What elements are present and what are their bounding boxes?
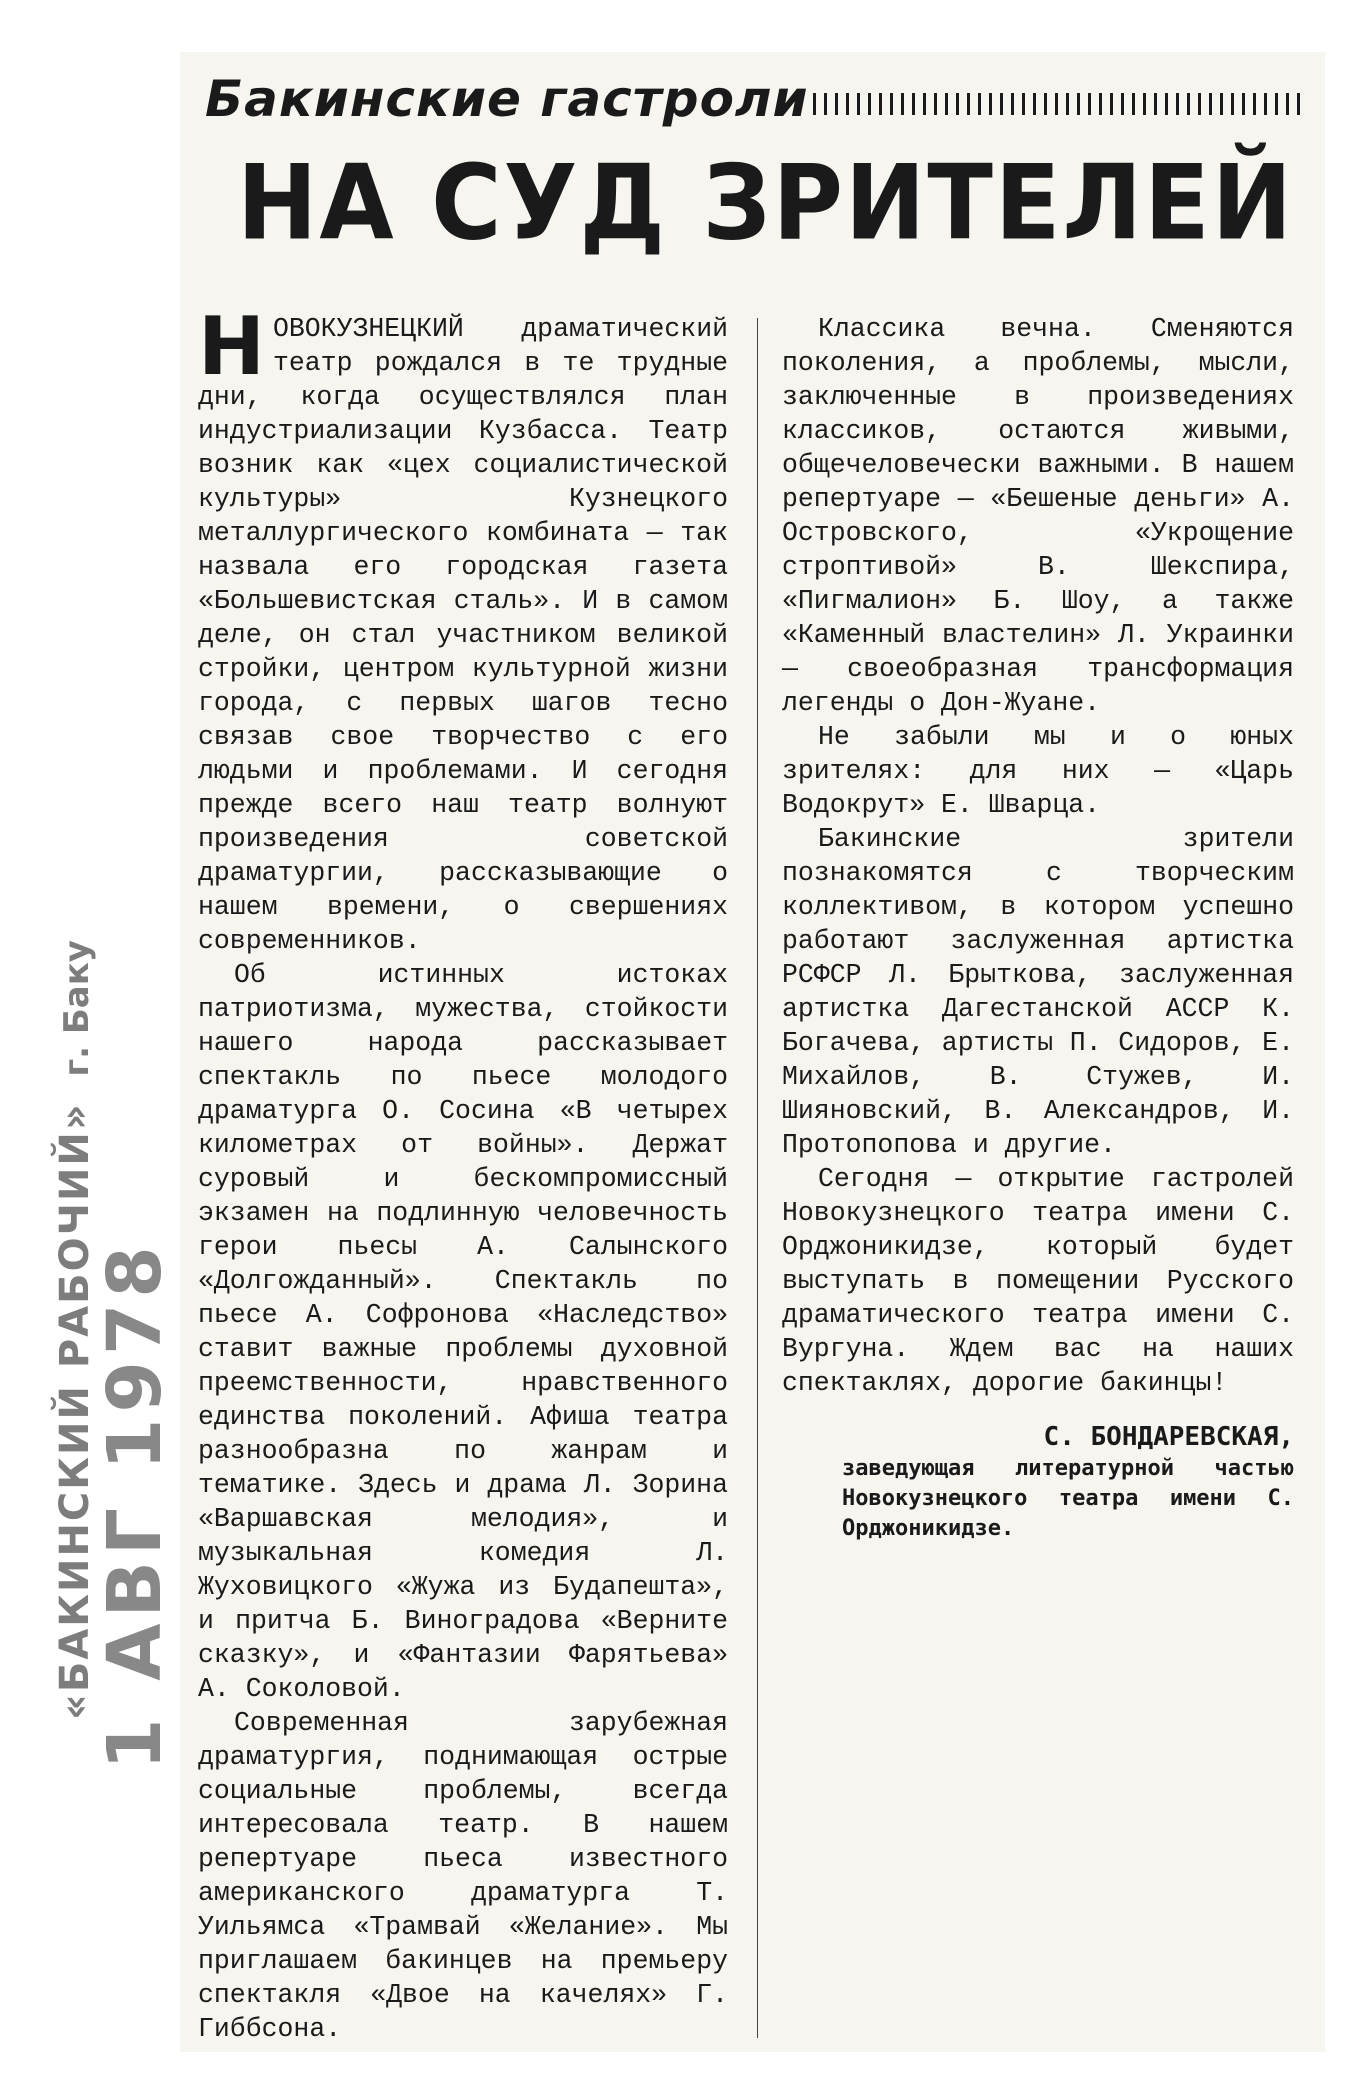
- stamp-paper-title: «БАКИНСКИЙ РАБОЧИЙ»: [52, 1102, 98, 1720]
- paragraph-foreign-drama: Современная зарубежная драматургия, поднимающая острые социальные проблемы, всегда интересовала театр. В нашем репертуаре пьеса известного американского драматурга Т. Уильямса «Трамвай «Желание». Мы приглашаем бакинцев на премьеру спектакля «Двое на качелях» Г. Гиббсона.: [198, 1708, 728, 2044]
- column-divider: [757, 318, 758, 2038]
- author-role: заведующая литературной частью Новокузнецкого театра имени С. Орджоникидзе.: [842, 1456, 1294, 1541]
- headline: НА СУД ЗРИТЕЛЕЙ: [237, 142, 1295, 264]
- rubric-dotted-rule: [813, 93, 1305, 115]
- stamp-city: г. Баку: [57, 940, 97, 1077]
- lead-paragraph: [198, 300, 728, 958]
- rubric: [205, 64, 1305, 134]
- archive-stamp: [42, 620, 178, 1770]
- article-column-left: [198, 300, 728, 2046]
- lead-text: ОВОКУЗНЕЦКИЙ драматический театр рождался в те трудные дни, когда осуществлялся план индустриализации Кузбасса. Театр возник как «цех социалистической культуры» Кузнецкого металлургического комбината — так назвала его городская газета «Большевистская сталь». И в самом деле, он стал участником великой стройки, центром культурной жизни города, с первых шагов тесно связав свое творчество с его людьми и проблемами. И сегодня прежде всего наш театр волнуют произведения советской драматургии, рассказывающие о нашем времени, о свершениях современников.: [198, 314, 728, 956]
- paragraph-young-audience: Не забыли мы и о юных зрителях: для них — «Царь Водокрут» Е. Шварца.: [782, 722, 1294, 820]
- article-column-right: [782, 312, 1294, 1544]
- stamp-date: 1 АВГ 1978: [92, 1240, 178, 1770]
- paragraph-classics: Классика вечна. Сменяются поколения, а проблемы, мысли, заключенные в произведениях классиков, остаются живыми, общечеловечески важными. В нашем репертуаре — «Бешеные деньги» А. Островского, «Укрощение строптивой» В. Шекспира, «Пигмалион» Б. Шоу, а также «Каменный властелин» Л. Украинки — своеобразная трансформация легенды о Дон-Жуане.: [782, 314, 1294, 718]
- paragraph-repertoire: Об истинных истоках патриотизма, мужества, стойкости нашего народа рассказывает спектакль по пьесе молодого драматурга О. Сосина «В четырех километрах от войны». Держат суровый и бескомпромиссный экзамен на подлинную человечность герои пьесы А. Салынского «Долгожданный». Спектакль по пьесе А. Софронова «Наследство» ставит важные проблемы духовной преемственности, нравственного единства поколений. Афиша театра разнообразна по жанрам и тематике. Здесь и драма Л. Зорина «Варшавская мелодия», и музыкальная комедия Л. Жуховицкого «Жужа из Будапешта», и притча Б. Виноградова «Верните сказку», и «Фантазии Фарятьева» А. Соколовой.: [198, 960, 728, 1704]
- drop-cap: Н: [198, 300, 265, 393]
- paragraph-opening: Сегодня — открытие гастролей Новокузнецкого театра имени С. Орджоникидзе, который будет выступать в помещении Русского драматического театра имени С. Вургуна. Ждем вас на наших спектаклях, дорогие бакинцы!: [782, 1164, 1294, 1398]
- paragraph-company: Бакинские зрители познакомятся с творческим коллективом, в котором успешно работают заслуженная артистка РСФСР Л. Брыткова, заслуженная артистка Дагестанской АССР К. Богачева, артисты П. Сидоров, Е. Михайлов, В. Стужев, И. Шияновский, В. Александров, И. Протопопова и другие.: [782, 824, 1294, 1160]
- author-name: С. БОНДАРЕВСКАЯ,: [1043, 1422, 1294, 1452]
- rubric-title: Бакинские гастроли: [205, 70, 809, 128]
